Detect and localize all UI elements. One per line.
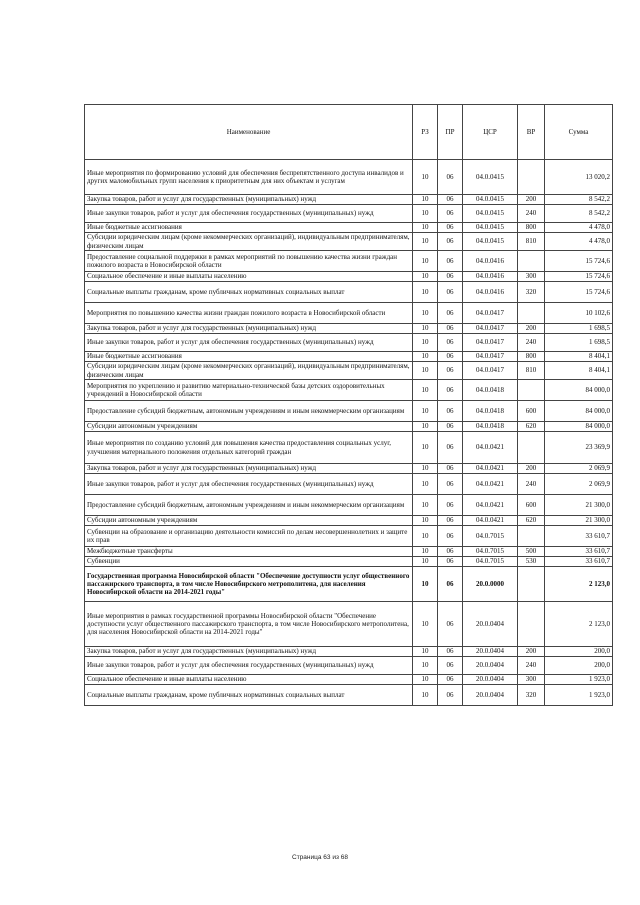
row-csr: 04.0.0416 xyxy=(463,282,518,303)
table-row xyxy=(85,547,613,557)
row-pr: 06 xyxy=(438,567,463,602)
table-row xyxy=(85,526,613,547)
row-rz: 10 xyxy=(413,474,438,495)
row-rz: 10 xyxy=(413,205,438,223)
row-pr: 06 xyxy=(438,251,463,272)
row-name: Иные мероприятия в рамках государственной программы Новосибирской области "Обеспечение доступности услуг общественного пассажирского транспорта, в том числе Новосибирского метрополитена, для населения Новосибирской области на 2014-2021 годы" xyxy=(85,602,413,647)
row-sum: 33 610,7 xyxy=(545,557,613,567)
row-csr: 04.0.0415 xyxy=(463,160,518,195)
row-csr: 04.0.7015 xyxy=(463,557,518,567)
row-vr xyxy=(518,567,545,602)
row-csr: 20.0.0404 xyxy=(463,685,518,706)
row-sum: 1 698,5 xyxy=(545,334,613,352)
row-csr: 04.0.0415 xyxy=(463,205,518,223)
row-rz: 10 xyxy=(413,602,438,647)
row-vr: 620 xyxy=(518,422,545,432)
row-rz: 10 xyxy=(413,557,438,567)
row-pr: 06 xyxy=(438,233,463,251)
row-name: Иные закупки товаров, работ и услуг для обеспечения государственных (муниципальных) нужд xyxy=(85,334,413,352)
row-pr: 06 xyxy=(438,432,463,464)
row-sum: 8 542,2 xyxy=(545,195,613,205)
row-pr: 06 xyxy=(438,526,463,547)
row-name: Социальные выплаты гражданам, кроме публичных нормативных социальных выплат xyxy=(85,685,413,706)
row-rz: 10 xyxy=(413,272,438,282)
row-sum: 21 300,0 xyxy=(545,495,613,516)
table-row xyxy=(85,422,613,432)
row-sum: 15 724,6 xyxy=(545,272,613,282)
row-sum: 2 069,9 xyxy=(545,474,613,495)
row-vr xyxy=(518,602,545,647)
row-csr: 04.0.0418 xyxy=(463,422,518,432)
row-csr: 04.0.0421 xyxy=(463,516,518,526)
row-sum: 4 478,0 xyxy=(545,233,613,251)
header-pr: ПР xyxy=(438,105,463,160)
header-sum: Сумма xyxy=(545,105,613,160)
table-row xyxy=(85,334,613,352)
row-name: Иные закупки товаров, работ и услуг для обеспечения государственных (муниципальных) нужд xyxy=(85,474,413,495)
table-row xyxy=(85,195,613,205)
row-rz: 10 xyxy=(413,647,438,657)
row-csr: 20.0.0404 xyxy=(463,675,518,685)
row-rz: 10 xyxy=(413,233,438,251)
table-row xyxy=(85,223,613,233)
table-row xyxy=(85,685,613,706)
row-pr: 06 xyxy=(438,474,463,495)
row-name: Иные закупки товаров, работ и услуг для обеспечения государственных (муниципальных) нужд xyxy=(85,205,413,223)
row-vr: 810 xyxy=(518,362,545,380)
table-row xyxy=(85,205,613,223)
row-rz: 10 xyxy=(413,685,438,706)
row-rz: 10 xyxy=(413,495,438,516)
row-csr: 04.0.7015 xyxy=(463,526,518,547)
header-rz: РЗ xyxy=(413,105,438,160)
row-sum: 84 000,0 xyxy=(545,380,613,401)
row-rz: 10 xyxy=(413,160,438,195)
table-row xyxy=(85,657,613,675)
row-pr: 06 xyxy=(438,205,463,223)
row-rz: 10 xyxy=(413,195,438,205)
table-row xyxy=(85,516,613,526)
row-pr: 06 xyxy=(438,223,463,233)
row-name: Закупка товаров, работ и услуг для государственных (муниципальных) нужд xyxy=(85,647,413,657)
row-sum: 15 724,6 xyxy=(545,282,613,303)
row-pr: 06 xyxy=(438,657,463,675)
header-name: Наименование xyxy=(85,105,413,160)
row-csr: 04.0.0418 xyxy=(463,401,518,422)
row-pr: 06 xyxy=(438,557,463,567)
row-sum: 84 000,0 xyxy=(545,401,613,422)
row-vr: 600 xyxy=(518,495,545,516)
row-vr: 800 xyxy=(518,352,545,362)
row-name: Предоставление социальной поддержки в рамках мероприятий по повышению качества жизни граждан пожилого возраста в Новосибирской области xyxy=(85,251,413,272)
row-rz: 10 xyxy=(413,251,438,272)
table-row xyxy=(85,432,613,464)
row-pr: 06 xyxy=(438,334,463,352)
row-csr: 04.0.0418 xyxy=(463,380,518,401)
row-pr: 06 xyxy=(438,685,463,706)
header-vr: ВР xyxy=(518,105,545,160)
row-name: Иные бюджетные ассигнования xyxy=(85,223,413,233)
row-sum: 1 923,0 xyxy=(545,675,613,685)
row-pr: 06 xyxy=(438,303,463,324)
row-vr: 530 xyxy=(518,557,545,567)
row-pr: 06 xyxy=(438,380,463,401)
row-rz: 10 xyxy=(413,380,438,401)
row-vr: 500 xyxy=(518,547,545,557)
row-sum: 1 698,5 xyxy=(545,324,613,334)
table-row xyxy=(85,464,613,474)
row-sum: 33 610,7 xyxy=(545,526,613,547)
row-rz: 10 xyxy=(413,282,438,303)
table-row-program xyxy=(85,567,613,602)
row-pr: 06 xyxy=(438,647,463,657)
table-row xyxy=(85,602,613,647)
row-rz: 10 xyxy=(413,547,438,557)
row-name: Закупка товаров, работ и услуг для государственных (муниципальных) нужд xyxy=(85,195,413,205)
row-csr: 04.0.0416 xyxy=(463,272,518,282)
row-pr: 06 xyxy=(438,195,463,205)
row-rz: 10 xyxy=(413,675,438,685)
row-sum: 8 404,1 xyxy=(545,362,613,380)
row-sum: 10 102,6 xyxy=(545,303,613,324)
row-csr: 04.0.0415 xyxy=(463,233,518,251)
row-sum: 200,0 xyxy=(545,657,613,675)
row-name: Государственная программа Новосибирской области "Обеспечение доступности услуг общественного пассажирского транспорта, в том числе Новосибирского метрополитена, для населения Новосибирской области на 2014-2021 годы" xyxy=(85,567,413,602)
row-pr: 06 xyxy=(438,547,463,557)
row-vr: 300 xyxy=(518,675,545,685)
row-name: Субсидии автономным учреждениям xyxy=(85,422,413,432)
page-number-footer: Страница 63 из 68 xyxy=(292,854,348,861)
row-rz: 10 xyxy=(413,223,438,233)
row-rz: 10 xyxy=(413,334,438,352)
row-name: Иные мероприятия по созданию условий для повышения качества предоставления социальных услуг, улучшения материального положения отдельных категорий граждан xyxy=(85,432,413,464)
row-rz: 10 xyxy=(413,432,438,464)
row-csr: 20.0.0404 xyxy=(463,647,518,657)
row-vr: 240 xyxy=(518,657,545,675)
row-name: Закупка товаров, работ и услуг для государственных (муниципальных) нужд xyxy=(85,324,413,334)
row-vr: 200 xyxy=(518,324,545,334)
row-name: Иные закупки товаров, работ и услуг для обеспечения государственных (муниципальных) нужд xyxy=(85,657,413,675)
table-row xyxy=(85,352,613,362)
row-csr: 04.0.0421 xyxy=(463,464,518,474)
row-csr: 04.0.0417 xyxy=(463,303,518,324)
row-rz: 10 xyxy=(413,362,438,380)
row-vr xyxy=(518,526,545,547)
row-vr: 620 xyxy=(518,516,545,526)
row-pr: 06 xyxy=(438,362,463,380)
row-sum: 8 404,1 xyxy=(545,352,613,362)
row-sum: 2 069,9 xyxy=(545,464,613,474)
row-pr: 06 xyxy=(438,401,463,422)
row-vr: 600 xyxy=(518,401,545,422)
row-vr: 300 xyxy=(518,272,545,282)
row-sum: 4 478,0 xyxy=(545,223,613,233)
row-vr: 320 xyxy=(518,282,545,303)
row-rz: 10 xyxy=(413,516,438,526)
table-row xyxy=(85,474,613,495)
row-csr: 04.0.0415 xyxy=(463,223,518,233)
row-vr: 810 xyxy=(518,233,545,251)
row-csr: 04.0.0421 xyxy=(463,495,518,516)
row-csr: 20.0.0404 xyxy=(463,657,518,675)
row-rz: 10 xyxy=(413,464,438,474)
row-name: Иные мероприятия по формированию условий для обеспечения беспрепятственного доступа инвалидов и других маломобильных групп населения к приоритетным для них объектам и услугам xyxy=(85,160,413,195)
row-csr: 04.0.0417 xyxy=(463,362,518,380)
row-sum: 200,0 xyxy=(545,647,613,657)
row-sum: 8 542,2 xyxy=(545,205,613,223)
row-csr: 04.0.0417 xyxy=(463,334,518,352)
table-row xyxy=(85,282,613,303)
row-pr: 06 xyxy=(438,602,463,647)
row-sum: 2 123,0 xyxy=(545,567,613,602)
row-vr: 200 xyxy=(518,195,545,205)
table-row xyxy=(85,401,613,422)
row-csr: 20.0.0000 xyxy=(463,567,518,602)
row-rz: 10 xyxy=(413,526,438,547)
row-csr: 04.0.0417 xyxy=(463,352,518,362)
row-sum: 13 020,2 xyxy=(545,160,613,195)
row-rz: 10 xyxy=(413,401,438,422)
row-name: Социальное обеспечение и иные выплаты населению xyxy=(85,675,413,685)
row-vr xyxy=(518,160,545,195)
row-name: Субвенции на образование и организацию деятельности комиссий по делам несовершеннолетних и защите их прав xyxy=(85,526,413,547)
row-name: Закупка товаров, работ и услуг для государственных (муниципальных) нужд xyxy=(85,464,413,474)
table-header-row xyxy=(85,105,613,160)
row-pr: 06 xyxy=(438,464,463,474)
row-name: Субвенции xyxy=(85,557,413,567)
row-pr: 06 xyxy=(438,516,463,526)
row-vr: 240 xyxy=(518,205,545,223)
row-pr: 06 xyxy=(438,675,463,685)
row-vr xyxy=(518,380,545,401)
table-row xyxy=(85,251,613,272)
row-pr: 06 xyxy=(438,495,463,516)
row-rz: 10 xyxy=(413,657,438,675)
row-pr: 06 xyxy=(438,272,463,282)
row-rz: 10 xyxy=(413,324,438,334)
table-row xyxy=(85,675,613,685)
row-rz: 10 xyxy=(413,422,438,432)
row-sum: 1 923,0 xyxy=(545,685,613,706)
row-vr: 320 xyxy=(518,685,545,706)
row-csr: 04.0.7015 xyxy=(463,547,518,557)
row-csr: 04.0.0415 xyxy=(463,195,518,205)
budget-table xyxy=(84,104,613,706)
row-sum: 33 610,7 xyxy=(545,547,613,557)
row-pr: 06 xyxy=(438,422,463,432)
row-csr: 04.0.0416 xyxy=(463,251,518,272)
table-row xyxy=(85,647,613,657)
row-vr: 240 xyxy=(518,474,545,495)
row-name: Межбюджетные трансферты xyxy=(85,547,413,557)
row-rz: 10 xyxy=(413,303,438,324)
table-row xyxy=(85,233,613,251)
row-name: Субсидии автономным учреждениям xyxy=(85,516,413,526)
row-name: Субсидии юридическим лицам (кроме некоммерческих организаций), индивидуальным предпринимателям, физическим лицам xyxy=(85,233,413,251)
row-pr: 06 xyxy=(438,324,463,334)
row-sum: 15 724,6 xyxy=(545,251,613,272)
row-name: Предоставление субсидий бюджетным, автономным учреждениям и иным некоммерческим организациям xyxy=(85,495,413,516)
table-row xyxy=(85,303,613,324)
row-csr: 04.0.0417 xyxy=(463,324,518,334)
row-sum: 2 123,0 xyxy=(545,602,613,647)
row-sum: 84 000,0 xyxy=(545,422,613,432)
row-sum: 21 300,0 xyxy=(545,516,613,526)
row-name: Иные бюджетные ассигнования xyxy=(85,352,413,362)
header-csr: ЦСР xyxy=(463,105,518,160)
row-vr: 200 xyxy=(518,464,545,474)
table-row xyxy=(85,362,613,380)
table-row xyxy=(85,495,613,516)
row-vr xyxy=(518,303,545,324)
row-name: Мероприятия по повышению качества жизни граждан пожилого возраста в Новосибирской области xyxy=(85,303,413,324)
row-rz: 10 xyxy=(413,567,438,602)
row-name: Предоставление субсидий бюджетным, автономным учреждениям и иным некоммерческим организациям xyxy=(85,401,413,422)
row-csr: 04.0.0421 xyxy=(463,432,518,464)
row-vr: 200 xyxy=(518,647,545,657)
row-sum: 23 369,9 xyxy=(545,432,613,464)
row-csr: 20.0.0404 xyxy=(463,602,518,647)
row-vr xyxy=(518,251,545,272)
table-row xyxy=(85,380,613,401)
row-vr: 800 xyxy=(518,223,545,233)
row-name: Мероприятия по укреплению и развитию материально-технической базы детских оздоровительных учреждений в Новосибирской области xyxy=(85,380,413,401)
table-row xyxy=(85,324,613,334)
row-name: Субсидии юридическим лицам (кроме некоммерческих организаций), индивидуальным предпринимателям, физическим лицам xyxy=(85,362,413,380)
row-pr: 06 xyxy=(438,282,463,303)
table-row xyxy=(85,557,613,567)
row-csr: 04.0.0421 xyxy=(463,474,518,495)
row-name: Социальное обеспечение и иные выплаты населению xyxy=(85,272,413,282)
row-pr: 06 xyxy=(438,160,463,195)
row-name: Социальные выплаты гражданам, кроме публичных нормативных социальных выплат xyxy=(85,282,413,303)
table-row xyxy=(85,160,613,195)
table-row xyxy=(85,272,613,282)
row-vr xyxy=(518,432,545,464)
row-pr: 06 xyxy=(438,352,463,362)
row-rz: 10 xyxy=(413,352,438,362)
row-vr: 240 xyxy=(518,334,545,352)
